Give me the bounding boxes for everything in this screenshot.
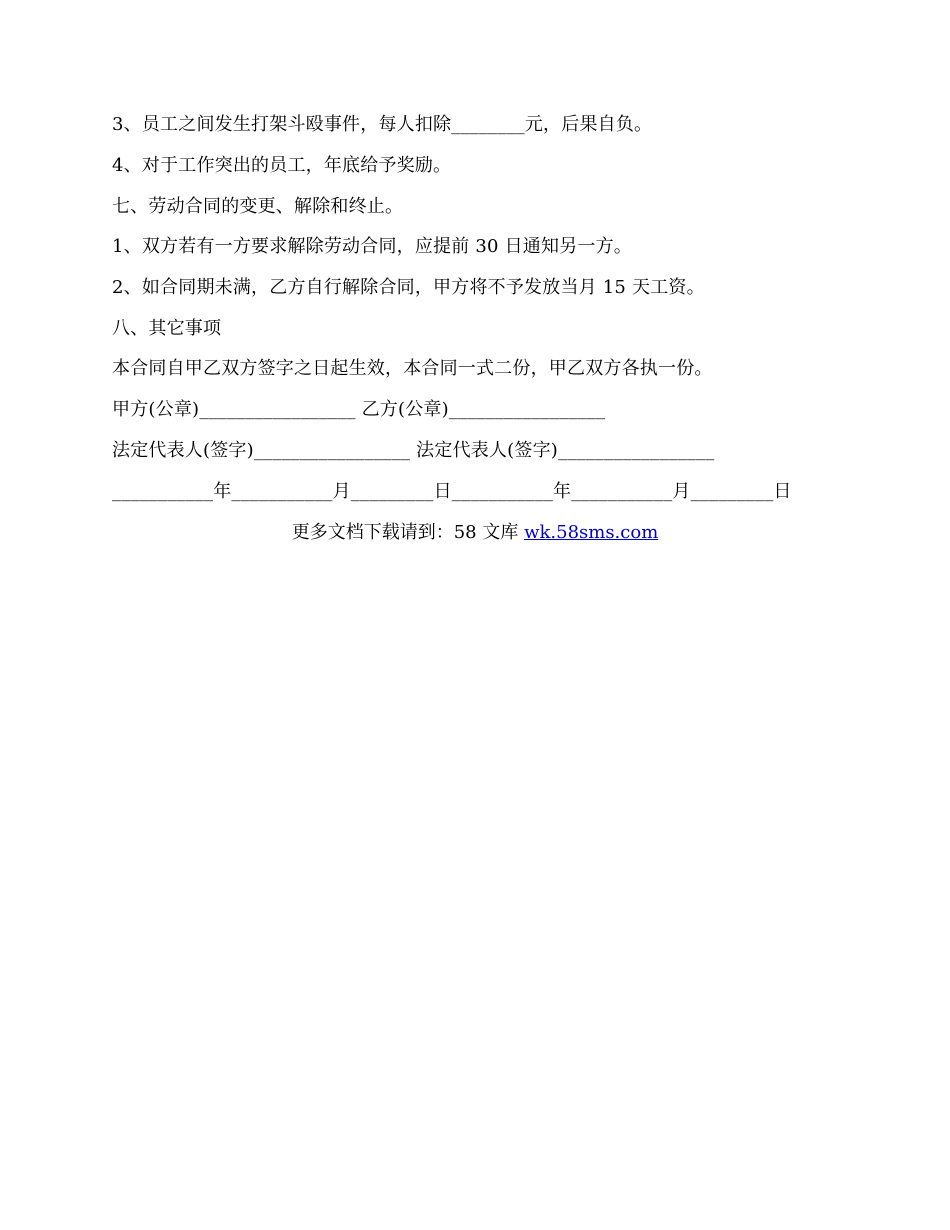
clause-termination-notice: 1、双方若有一方要求解除劳动合同，应提前 30 日通知另一方。	[112, 236, 632, 257]
clause-effective-date: 本合同自甲乙双方签字之日起生效，本合同一式二份，甲乙双方各执一份。	[112, 358, 713, 379]
section-heading-contract-change: 七、劳动合同的变更、解除和终止。	[112, 196, 404, 217]
clause-reward: 4、对于工作突出的员工，年底给予奖励。	[112, 155, 452, 176]
clause-fighting-penalty: 3、员工之间发生打架斗殴事件，每人扣除________元，后果自负。	[112, 114, 653, 135]
footer-link[interactable]: wk.58sms.com	[524, 522, 659, 543]
footer-prefix-text: 更多文档下载请到：58 文库	[291, 522, 525, 543]
clause-early-termination: 2、如合同期未满，乙方自行解除合同，甲方将不予发放当月 15 天工资。	[112, 277, 705, 298]
signature-representative-line: 法定代表人(签字)_________________ 法定代表人(签字)_________________	[112, 440, 715, 461]
footer-download-note	[0, 521, 950, 545]
signature-date-line: ___________年___________月_________日___________年___________月_________日	[112, 481, 792, 502]
signature-seal-line: 甲方(公章)_________________ 乙方(公章)_________________	[112, 399, 606, 420]
section-heading-other-matters: 八、其它事项	[112, 318, 222, 339]
